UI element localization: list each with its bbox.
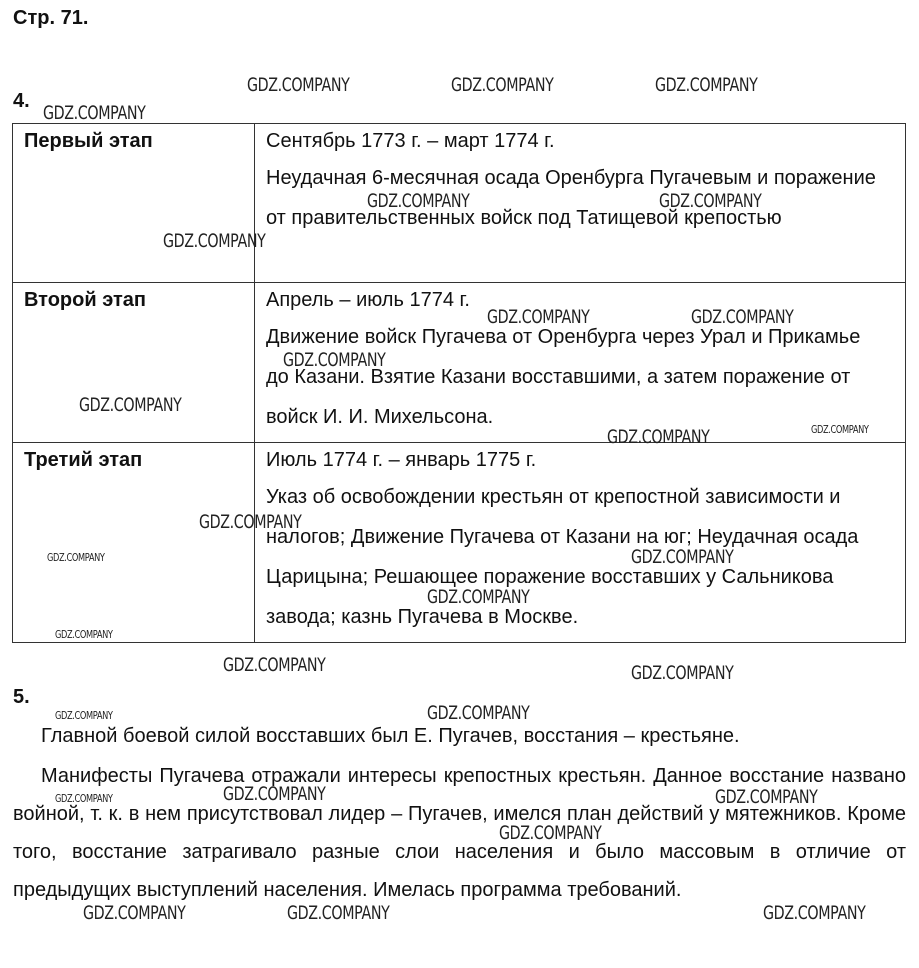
answer-paragraph: Манифесты Пугачева отражали интересы крепостных крестьян. Данное восстание названо войной, т. к. в нем присутствовал лидер – Пугачев, имелся план действий у мятежников. Кроме того, восстание затрагивало разные слои населения и было массовым в отличие от предыдущих выступлений населения. Имелась программа требований. bbox=[13, 765, 906, 901]
stage-description-cell bbox=[255, 124, 906, 283]
section-4-number: 4. bbox=[13, 90, 30, 112]
table-row bbox=[13, 124, 906, 283]
watermark: GDZ.COMPANY bbox=[427, 586, 530, 608]
stage-description-cell bbox=[255, 443, 906, 643]
watermark: GDZ.COMPANY bbox=[763, 902, 866, 924]
stages-table bbox=[12, 123, 906, 643]
watermark: GDZ.COMPANY bbox=[655, 74, 758, 96]
watermark: GDZ.COMPANY bbox=[163, 230, 266, 252]
watermark: GDZ.COMPANY bbox=[247, 74, 350, 96]
watermark: GDZ.COMPANY bbox=[55, 628, 113, 641]
page-heading: Стр. 71. bbox=[13, 7, 89, 29]
stage-events: Указ об освобождении крестьян от крепостной зависимости и налогов; Движение Пугачева от Казани на юг; Неудачная осада Царицына; Решающее поражение восставших у Сальникова завода; казнь Пугачева в Москве. bbox=[266, 486, 859, 628]
stage-name-cell: Первый этап bbox=[13, 124, 255, 283]
table-row bbox=[13, 443, 906, 643]
watermark: GDZ.COMPANY bbox=[287, 902, 390, 924]
watermark: GDZ.COMPANY bbox=[487, 306, 590, 328]
watermark: GDZ.COMPANY bbox=[607, 426, 710, 448]
watermark: GDZ.COMPANY bbox=[659, 190, 762, 212]
watermark: GDZ.COMPANY bbox=[223, 654, 326, 676]
watermark: GDZ.COMPANY bbox=[283, 349, 386, 371]
watermark: GDZ.COMPANY bbox=[43, 102, 146, 124]
stage-events: Неудачная 6-месячная осада Оренбурга Пугачевым и поражение от правительственных войск под Татищевой крепостью bbox=[266, 167, 876, 229]
watermark: GDZ.COMPANY bbox=[47, 551, 105, 564]
watermark: GDZ.COMPANY bbox=[83, 902, 186, 924]
stage-events: Движение войск Пугачева от Оренбурга через Урал и Прикамье до Казани. Взятие Казани восставшими, а затем поражение от войск И. И. Михельсона. bbox=[266, 326, 861, 428]
stage-name-cell: Третий этап bbox=[13, 443, 255, 643]
stage-dates: Сентябрь 1773 г. – март 1774 г. bbox=[266, 130, 555, 152]
stage-description-cell bbox=[255, 283, 906, 443]
watermark: GDZ.COMPANY bbox=[79, 394, 182, 416]
watermark: GDZ.COMPANY bbox=[715, 786, 818, 808]
stage-name-cell: Второй этап bbox=[13, 283, 255, 443]
answer-paragraph: Главной боевой силой восставших был Е. Пугачев, восстания – крестьяне. bbox=[41, 725, 740, 747]
watermark: GDZ.COMPANY bbox=[427, 702, 530, 724]
watermark: GDZ.COMPANY bbox=[55, 709, 113, 722]
watermark: GDZ.COMPANY bbox=[811, 423, 869, 436]
watermark: GDZ.COMPANY bbox=[631, 546, 734, 568]
watermark: GDZ.COMPANY bbox=[55, 792, 113, 805]
watermark: GDZ.COMPANY bbox=[223, 783, 326, 805]
section-5-number: 5. bbox=[13, 686, 30, 708]
watermark: GDZ.COMPANY bbox=[691, 306, 794, 328]
watermark: GDZ.COMPANY bbox=[499, 822, 602, 844]
watermark: GDZ.COMPANY bbox=[631, 662, 734, 684]
watermark: GDZ.COMPANY bbox=[199, 511, 302, 533]
table-row bbox=[13, 283, 906, 443]
stage-dates: Апрель – июль 1774 г. bbox=[266, 289, 470, 311]
watermark: GDZ.COMPANY bbox=[367, 190, 470, 212]
watermark: GDZ.COMPANY bbox=[451, 74, 554, 96]
stage-dates: Июль 1774 г. – январь 1775 г. bbox=[266, 449, 537, 471]
